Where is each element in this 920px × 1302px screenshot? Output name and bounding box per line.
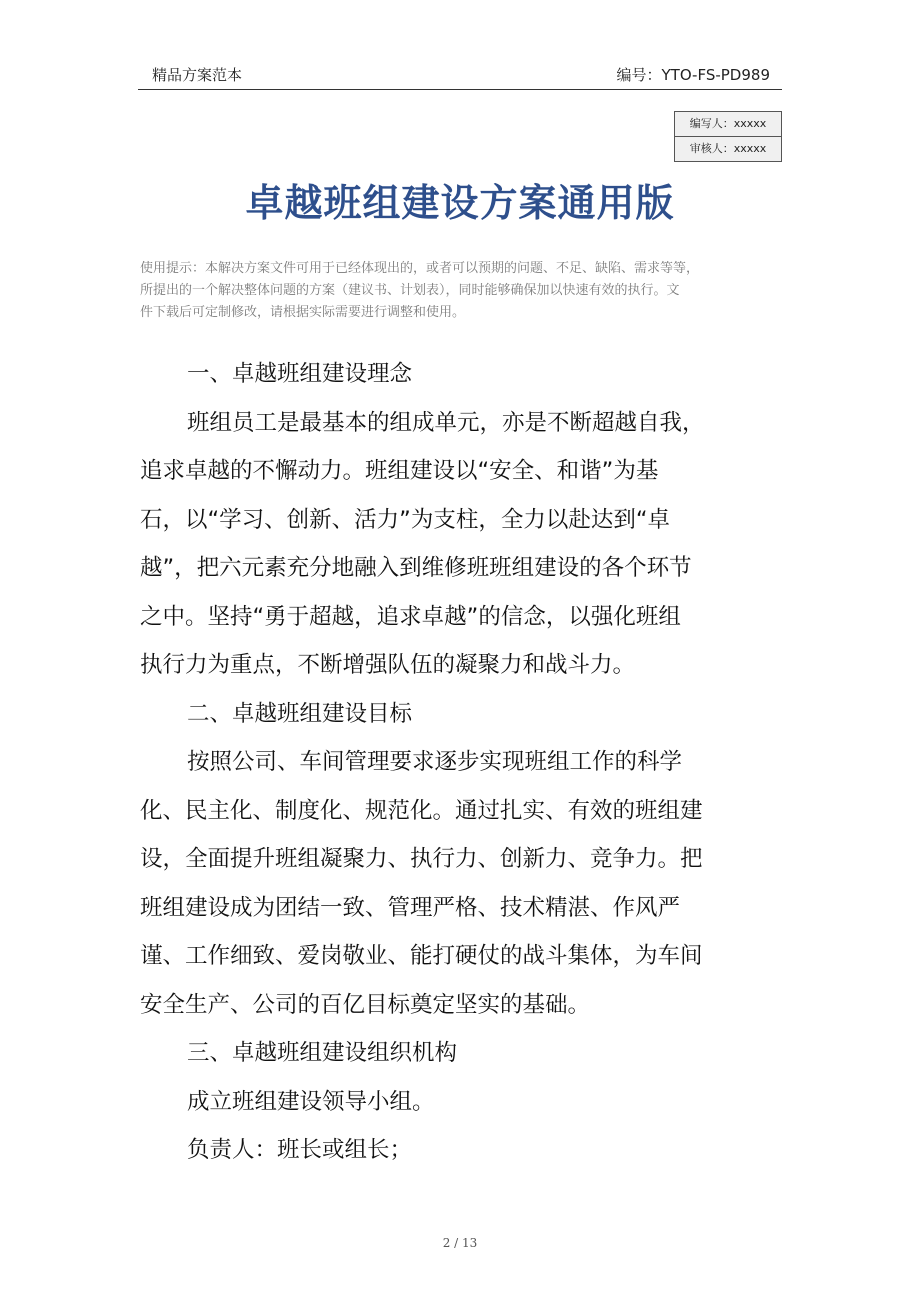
usage-hint-line: 件下载后可定制修改，请根据实际需要进行调整和使用。 [140,305,466,320]
section-heading-philosophy: 一、卓越班组建设理念 [187,361,413,387]
body-line: 按照公司、车间管理要求逐步实现班组工作的科学 [187,749,683,775]
body-line: 执行力为重点，不断增强队伍的凝聚力和战斗力。 [140,652,636,678]
body-line: 设，全面提升班组凝聚力、执行力、创新力、竞争力。把 [140,846,703,872]
header-doc-number: 编号：YTO-FS-PD989 [616,66,770,84]
usage-hint-line: 使用提示：本解决方案文件可用于已经体现出的，或者可以预期的问题、不足、缺陷、需求等等， [140,261,700,276]
body-line: 负责人：班长或组长； [187,1137,413,1163]
header-doc-type: 精品方案范本 [152,66,243,84]
body-line: 化、民主化、制度化、规范化。通过扎实、有效的班组建 [140,797,703,824]
document-title: 卓越班组建设方案通用版 [245,181,675,225]
body-line: 班组建设成为团结一致、管理严格、技术精湛、作风严 [140,894,681,921]
body-line: 石，以“学习、创新、活力”为支柱，全力以赴达到“卓 [140,506,670,533]
usage-hint-line: 所提出的一个解决整体问题的方案（建议书、计划表），同时能够确保加以快速有效的执行。文 [140,283,680,298]
author-review-box [674,111,782,162]
header-divider [138,89,782,90]
body-line: 追求卓越的不懈动力。班组建设以“安全、和谐”为基 [140,458,659,484]
body-line: 越”，把六元素充分地融入到维修班班组建设的各个环节 [140,555,692,581]
reviewer-field: 审核人：xxxxx [675,136,781,161]
usage-hint [140,258,782,324]
body-line: 之中。坚持“勇于超越，追求卓越”的信念，以强化班组 [140,603,681,630]
body-line: 班组员工是最基本的组成单元，亦是不断超越自我， [187,409,705,436]
section-heading-goals: 二、卓越班组建设目标 [187,700,413,727]
section-heading-organization: 三、卓越班组建设组织机构 [187,1040,458,1066]
body-line: 成立班组建设领导小组。 [187,1088,435,1115]
page-number: 2 / 13 [442,1236,478,1250]
author-field: 编写人：xxxxx [689,117,767,130]
document-body [140,350,760,1175]
body-line: 谨、工作细致、爱岗敬业、能打硬仗的战斗集体，为车间 [140,943,703,969]
body-line: 安全生产、公司的百亿目标奠定坚实的基础。 [140,991,591,1018]
